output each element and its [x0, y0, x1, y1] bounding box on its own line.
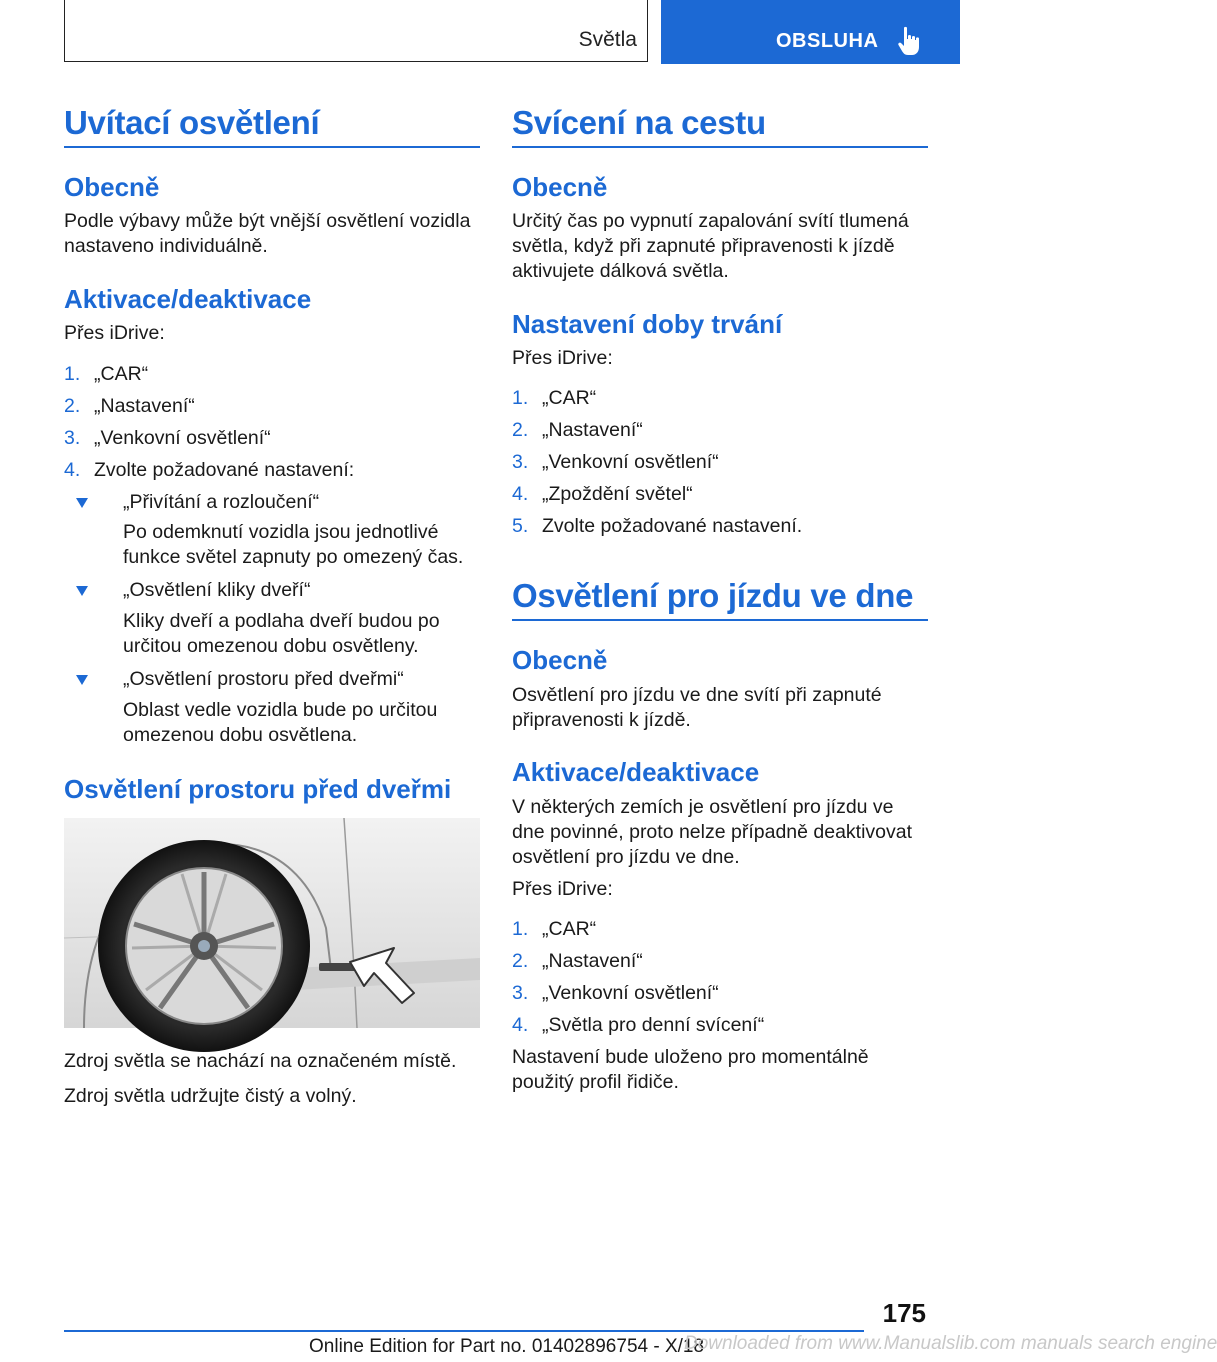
header-section-box: [64, 0, 648, 62]
bullet-triangle-icon: [76, 586, 88, 596]
option-item: [64, 578, 480, 603]
chapter-label: OBSLUHA: [776, 30, 879, 52]
bullet-triangle-icon: [76, 498, 88, 508]
list-text: Zvolte požadované nastavení.: [542, 515, 803, 537]
bullet-triangle-icon: [76, 675, 88, 685]
list-number: 1.: [64, 363, 81, 385]
list-text: „Venkovní osvětlení“: [94, 427, 271, 449]
option-label: „Přivítání a rozloučení“: [123, 491, 320, 513]
list-number: 3.: [64, 427, 81, 449]
idrive-intro: Přes iDrive:: [64, 322, 165, 344]
car-door-light-illustration: [64, 818, 480, 1028]
list-item: [64, 458, 480, 483]
list-number: 4.: [64, 459, 81, 481]
option-description: Kliky dveří a podlaha dveří budou po určitou omezenou dobu osvětleny.: [123, 610, 440, 657]
general-text: Určitý čas po vypnutí zapalování svítí tlumená světla, když při zapnuté připravenosti k jízdě aktivujete dálková světla.: [512, 210, 909, 282]
general2-text: Osvětlení pro jízdu ve dne svítí při zapnuté připravenosti k jízdě.: [512, 684, 882, 731]
door-text-1: Zdroj světla se nachází na označeném místě.: [64, 1050, 457, 1072]
list-number: 2.: [64, 395, 81, 417]
subheading-door-area: Osvětlení prostoru před dveřmi: [64, 774, 452, 804]
option-label: „Osvětlení prostoru před dveřmi“: [123, 668, 404, 690]
subheading-duration: Nastavení doby trvání: [512, 309, 783, 339]
list-item: [512, 514, 928, 539]
heading-rule: [512, 619, 928, 621]
subheading-general-2: Obecně: [512, 645, 608, 675]
list-number: 1.: [512, 918, 529, 940]
heading-rule: [64, 146, 480, 148]
list-text: „CAR“: [542, 387, 597, 409]
section-heading-2: Osvětlení pro jízdu ve dne: [512, 577, 914, 614]
hand-pointer-icon: [897, 26, 921, 56]
list-item: [512, 450, 928, 475]
list-text: „Nastavení“: [94, 395, 195, 417]
list-number: 2.: [512, 419, 529, 441]
final-text: Nastavení bude uloženo pro momentálně použitý profil řidiče.: [512, 1046, 869, 1093]
list-text: „Nastavení“: [542, 419, 643, 441]
idrive-intro: Přes iDrive:: [512, 347, 613, 369]
list-text: „CAR“: [94, 363, 149, 385]
door-text-2: Zdroj světla udržujte čistý a volný.: [64, 1085, 357, 1107]
heading-rule: [512, 146, 928, 148]
option-description: Po odemknutí vozidla jsou jednotlivé funkce světel zapnuty po omezený čas.: [123, 521, 464, 568]
option-description: Oblast vedle vozidla bude po určitou omezenou dobu osvětlena.: [123, 699, 438, 746]
list-item: [512, 386, 928, 411]
section-heading: Uvítací osvětlení: [64, 104, 320, 141]
list-number: 4.: [512, 483, 529, 505]
list-item: [64, 426, 480, 451]
option-label: „Osvětlení kliky dveří“: [123, 579, 311, 601]
activation-text: V některých zemích je osvětlení pro jízdu ve dne povinné, proto nelze případně deaktivovat osvětlení pro jízdu ve dne.: [512, 796, 913, 868]
footer-rule: [64, 1330, 864, 1332]
watermark: Downloaded from www.Manualslib.com manuals search engine: [684, 1333, 1217, 1354]
illustration-graphic: [64, 818, 480, 1028]
subheading-general: Obecně: [512, 172, 608, 202]
list-item: [64, 394, 480, 419]
section-title: Světla: [578, 28, 637, 51]
subheading-activation: Aktivace/deaktivace: [64, 284, 312, 314]
list-number: 4.: [512, 1014, 529, 1036]
idrive-intro-2: Přes iDrive:: [512, 878, 613, 900]
subheading-general: Obecně: [64, 172, 160, 202]
edition-text: Online Edition for Part no. 01402896754 - X/18: [309, 1336, 705, 1357]
list-number: 3.: [512, 451, 529, 473]
list-item: [512, 917, 928, 942]
list-number: 1.: [512, 387, 529, 409]
list-number: 2.: [512, 950, 529, 972]
chapter-tab[interactable]: [661, 0, 960, 64]
list-number: 5.: [512, 515, 529, 537]
page-number: 175: [882, 1298, 926, 1328]
list-item: [64, 362, 480, 387]
list-text: „Zpoždění světel“: [542, 483, 693, 505]
list-item: [512, 418, 928, 443]
list-item: [512, 949, 928, 974]
list-text: „CAR“: [542, 918, 597, 940]
option-item: [64, 667, 480, 692]
list-text: „Venkovní osvětlení“: [542, 982, 719, 1004]
option-item: [64, 490, 480, 515]
list-item: [512, 1013, 928, 1038]
list-text: Zvolte požadované nastavení:: [94, 459, 355, 481]
list-text: „Světla pro denní svícení“: [542, 1014, 765, 1036]
list-item: [512, 981, 928, 1006]
subheading-activation: Aktivace/deaktivace: [512, 757, 760, 787]
list-item: [512, 482, 928, 507]
list-number: 3.: [512, 982, 529, 1004]
general-text: Podle výbavy může být vnější osvětlení vozidla nastaveno individuálně.: [64, 210, 471, 257]
section-heading: Svícení na cestu: [512, 104, 766, 141]
list-text: „Nastavení“: [542, 950, 643, 972]
list-text: „Venkovní osvětlení“: [542, 451, 719, 473]
